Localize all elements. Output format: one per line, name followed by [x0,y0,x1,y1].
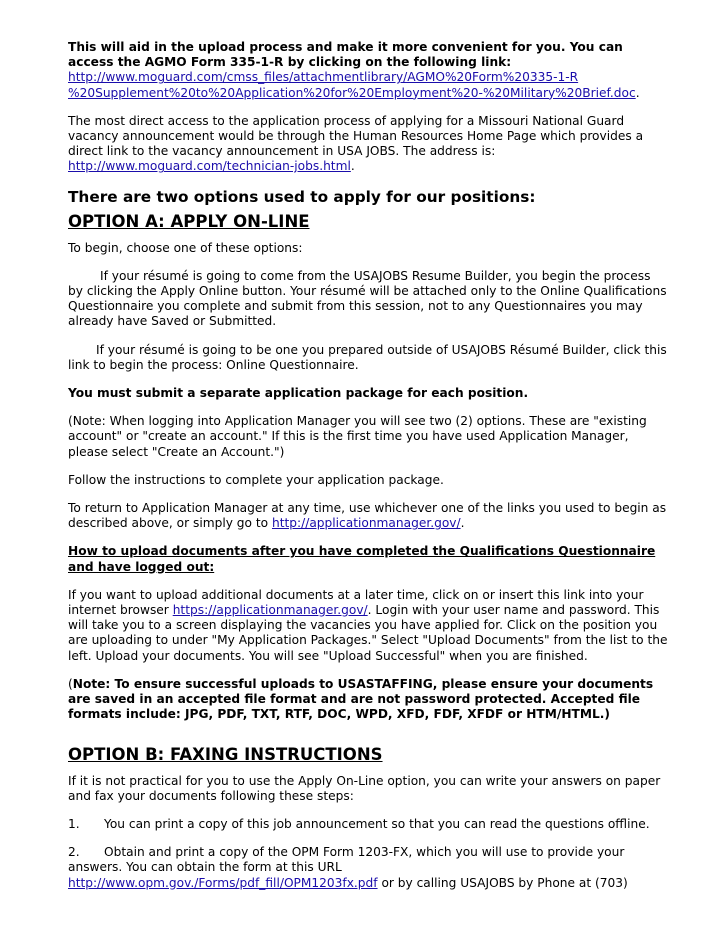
step-2-text-post: or by calling USAJOBS by Phone at (703) [381,875,628,890]
return-text: To return to Application Manager at any time, use whichever one of the links you used to begin as described above, or simply go to [68,501,667,531]
upload-text-pre: If you want to upload additional documents at a later time, click on or insert this link into your internet browser [68,587,644,618]
option-a-begin: To begin, choose one of these options: [68,240,303,255]
opm-form-link[interactable]: http://www.opm.gov./Forms/pdf_fill/OPM1203fx.pdf [68,875,378,890]
option-b-heading: OPTION B: FAXING INSTRUCTIONS [68,744,383,764]
file-formats-open-paren: ( [68,676,73,691]
return-paragraph [68,501,668,531]
document-page [68,40,668,904]
step-2-number: 2. [68,845,80,860]
return-period: . [460,516,465,531]
access-period: . [350,159,355,174]
intro-line-1: This will aid in the upload process and make it more convenient for you. You can [68,40,623,54]
resume-builder-text: If your résumé is going to come from the USAJOBS Resume Builder, you begin the process by clicking the Apply Online button. Your résumé will be attached only to the Online Qualifications Questionnaire you complete and submit from this session, not to any Questionnaires you may already have Saved or Submitted. [68,268,667,329]
intro-paragraph [68,40,668,101]
options-heading: There are two options used to apply for our positions: [68,187,536,206]
separate-package-note: You must submit a separate application package for each position. [68,386,529,401]
file-formats-note [68,677,668,723]
technician-jobs-link[interactable]: http://www.moguard.com/technician-jobs.html [68,159,351,174]
option-a-heading: OPTION A: APPLY ON-LINE [68,211,310,231]
resume-builder-paragraph [68,269,668,330]
outside-resume-paragraph [68,343,668,373]
outside-resume-text: If your résumé is going to be one you prepared outside of USAJOBS Résumé Builder, click this link to begin the process: Online Questionnaire. [68,342,667,372]
step-2-text: Obtain and print a copy of the OPM Form 1203-FX, which you will use to provide your answers. You can obtain the form at this URL [68,845,625,875]
intro-link-period: . [635,85,640,100]
follow-instructions: Follow the instructions to complete your application package. [68,472,444,487]
upload-heading: How to upload documents after you have completed the Qualifications Questionnaire and have logged out: [68,544,656,574]
access-text: The most direct access to the application process of applying for a Missouri National Guard vacancy announcement would be through the Human Resources Home Page which provides a direct link to the vacancy announcement in USA JOBS. The address is: [68,113,644,159]
agmo-form-link-part-1[interactable]: http://www.moguard.com/cmss_files/attachmentlibrary/AGMO%20Form%20335-1-R [68,70,579,85]
login-note: (Note: When logging into Application Manager you will see two (2) options. These are "existing account" or "create an account." If this is the first time you have used Application Manager, please select "Create an Account.") [68,414,647,459]
access-paragraph [68,114,668,175]
fax-step-1 [68,817,668,832]
upload-paragraph [68,588,668,664]
agmo-form-link-part-2[interactable]: %20Supplement%20to%20Application%20for%20Employment%20-%20Military%20Brief.doc [68,85,636,100]
application-manager-https-link[interactable]: https://applicationmanager.gov/ [172,603,368,618]
step-1-text: You can print a copy of this job announcement so that you can read the questions offline. [104,816,650,831]
file-formats-text: Note: To ensure successful uploads to USASTAFFING, please ensure your documents are saved in an accepted file format and are not password protected. Accepted file formats include: JPG, PDF, TXT, RTF, DOC, WPD, XFD, FDF, XFDF or HTM/HTML.) [68,676,654,722]
upload-text-post: . Login with your user name and password. This will take you to a screen displaying the vacancies you have applied for. Click on the position you are uploading to under "My Application Packages." Select "Upload Documents" from the list to the left. Upload your documents. You will see "Upload Successful" when you are finished. [68,603,668,663]
application-manager-link[interactable]: http://applicationmanager.gov/ [271,516,461,531]
step-1-number: 1. [68,816,80,831]
option-b-intro: If it is not practical for you to use the Apply On-Line option, you can write your answers on paper and fax your documents following these steps: [68,773,661,803]
intro-line-2: access the AGMO Form 335-1-R by clicking on the following link: [68,55,512,70]
fax-step-2 [68,845,668,891]
